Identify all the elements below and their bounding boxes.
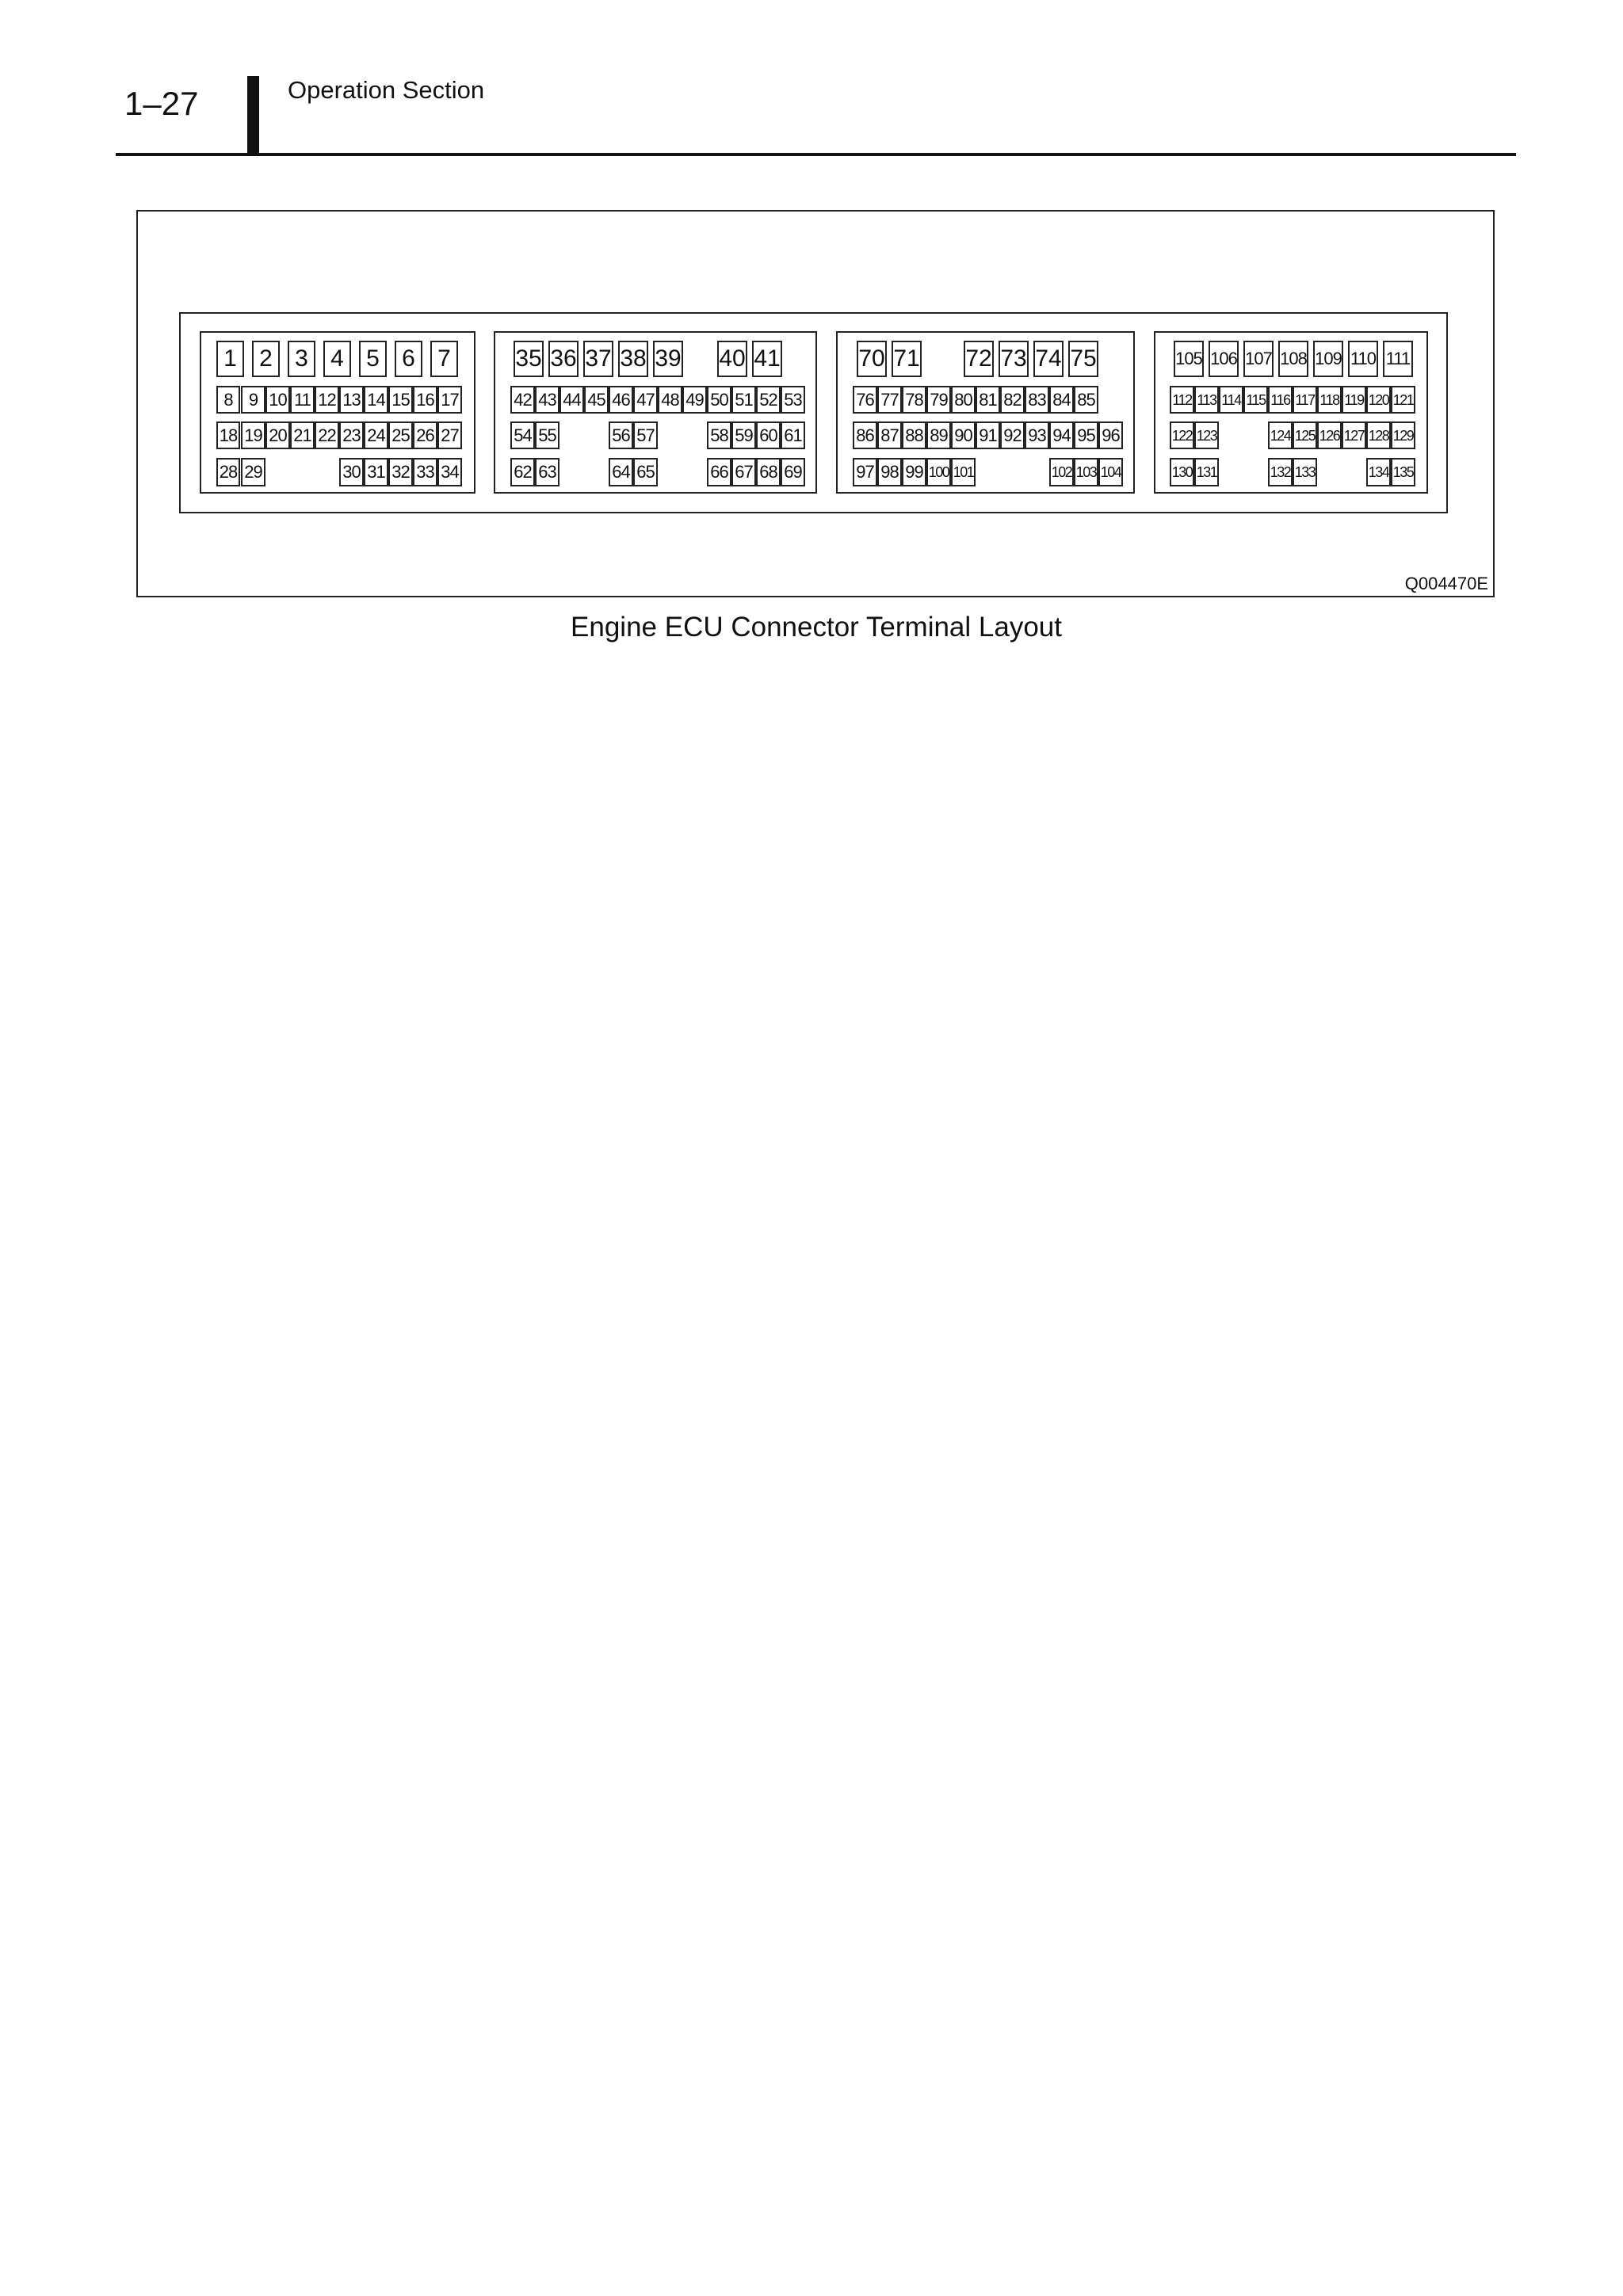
terminal-128: 128 (1366, 421, 1391, 449)
terminal-90: 90 (951, 421, 976, 449)
terminal-62: 62 (510, 458, 535, 486)
terminal-67: 67 (731, 458, 756, 486)
terminal-95: 95 (1074, 421, 1098, 449)
terminal-76: 76 (853, 386, 877, 414)
terminal-32: 32 (388, 458, 413, 486)
terminal-124: 124 (1268, 421, 1293, 449)
terminal-117: 117 (1293, 386, 1317, 414)
header-rule (116, 153, 1516, 156)
terminal-21: 21 (290, 421, 315, 449)
terminal-48: 48 (658, 386, 682, 414)
terminal-27: 27 (437, 421, 462, 449)
terminal-49: 49 (682, 386, 707, 414)
terminal-125: 125 (1293, 421, 1317, 449)
terminal-58: 58 (707, 421, 731, 449)
terminal-8: 8 (216, 386, 240, 414)
terminal-82: 82 (1000, 386, 1025, 414)
terminal-7: 7 (430, 341, 458, 377)
terminal-61: 61 (781, 421, 805, 449)
terminal-93: 93 (1025, 421, 1049, 449)
terminal-40: 40 (717, 341, 747, 377)
terminal-111: 111 (1383, 341, 1413, 377)
terminal-96: 96 (1098, 421, 1123, 449)
terminal-55: 55 (535, 421, 559, 449)
terminal-85: 85 (1074, 386, 1098, 414)
terminal-52: 52 (756, 386, 781, 414)
terminal-60: 60 (756, 421, 781, 449)
terminal-56: 56 (609, 421, 633, 449)
terminal-87: 87 (877, 421, 902, 449)
header-bar (247, 76, 259, 155)
terminal-74: 74 (1033, 341, 1064, 377)
terminal-131: 131 (1194, 458, 1219, 486)
terminal-29: 29 (241, 458, 265, 486)
terminal-86: 86 (853, 421, 877, 449)
terminal-114: 114 (1219, 386, 1243, 414)
terminal-94: 94 (1049, 421, 1074, 449)
terminal-30: 30 (339, 458, 364, 486)
terminal-119: 119 (1342, 386, 1366, 414)
terminal-105: 105 (1174, 341, 1204, 377)
terminal-9: 9 (241, 386, 265, 414)
terminal-79: 79 (926, 386, 951, 414)
terminal-63: 63 (535, 458, 559, 486)
terminal-91: 91 (976, 421, 1000, 449)
terminal-26: 26 (413, 421, 437, 449)
terminal-38: 38 (618, 341, 648, 377)
section-title: Operation Section (288, 76, 485, 104)
terminal-129: 129 (1391, 421, 1415, 449)
terminal-73: 73 (999, 341, 1029, 377)
terminal-18: 18 (216, 421, 240, 449)
terminal-53: 53 (781, 386, 805, 414)
figure-caption: Engine ECU Connector Terminal Layout (571, 612, 1062, 643)
terminal-4: 4 (323, 341, 351, 377)
terminal-46: 46 (609, 386, 633, 414)
terminal-101: 101 (951, 458, 976, 486)
terminal-15: 15 (388, 386, 413, 414)
terminal-104: 104 (1098, 458, 1123, 486)
terminal-64: 64 (609, 458, 633, 486)
terminal-66: 66 (707, 458, 731, 486)
terminal-28: 28 (216, 458, 240, 486)
terminal-75: 75 (1068, 341, 1098, 377)
terminal-110: 110 (1348, 341, 1378, 377)
terminal-102: 102 (1049, 458, 1074, 486)
terminal-107: 107 (1243, 341, 1274, 377)
terminal-54: 54 (510, 421, 535, 449)
terminal-133: 133 (1293, 458, 1317, 486)
terminal-5: 5 (359, 341, 387, 377)
terminal-42: 42 (510, 386, 535, 414)
terminal-123: 123 (1194, 421, 1219, 449)
terminal-134: 134 (1366, 458, 1391, 486)
terminal-92: 92 (1000, 421, 1025, 449)
terminal-43: 43 (535, 386, 559, 414)
terminal-116: 116 (1268, 386, 1293, 414)
terminal-36: 36 (548, 341, 579, 377)
terminal-97: 97 (853, 458, 877, 486)
terminal-103: 103 (1074, 458, 1098, 486)
terminal-115: 115 (1243, 386, 1268, 414)
terminal-113: 113 (1194, 386, 1219, 414)
terminal-20: 20 (265, 421, 290, 449)
terminal-17: 17 (437, 386, 462, 414)
terminal-57: 57 (633, 421, 658, 449)
terminal-37: 37 (583, 341, 613, 377)
terminal-35: 35 (514, 341, 544, 377)
terminal-65: 65 (633, 458, 658, 486)
terminal-135: 135 (1391, 458, 1415, 486)
terminal-68: 68 (756, 458, 781, 486)
terminal-47: 47 (633, 386, 658, 414)
terminal-59: 59 (731, 421, 756, 449)
terminal-45: 45 (584, 386, 609, 414)
terminal-81: 81 (976, 386, 1000, 414)
terminal-118: 118 (1317, 386, 1342, 414)
terminal-1: 1 (216, 341, 244, 377)
terminal-72: 72 (964, 341, 994, 377)
terminal-2: 2 (252, 341, 280, 377)
terminal-126: 126 (1317, 421, 1342, 449)
terminal-23: 23 (339, 421, 364, 449)
terminal-106: 106 (1209, 341, 1239, 377)
terminal-34: 34 (437, 458, 462, 486)
terminal-108: 108 (1278, 341, 1308, 377)
terminal-51: 51 (731, 386, 756, 414)
terminal-13: 13 (339, 386, 364, 414)
terminal-84: 84 (1049, 386, 1074, 414)
figure-code: Q004470E (1404, 574, 1488, 593)
terminal-16: 16 (413, 386, 437, 414)
terminal-100: 100 (926, 458, 951, 486)
terminal-122: 122 (1170, 421, 1194, 449)
terminal-88: 88 (902, 421, 926, 449)
terminal-19: 19 (241, 421, 265, 449)
terminal-78: 78 (902, 386, 926, 414)
terminal-41: 41 (752, 341, 782, 377)
terminal-109: 109 (1313, 341, 1343, 377)
terminal-11: 11 (290, 386, 315, 414)
terminal-3: 3 (288, 341, 315, 377)
terminal-12: 12 (315, 386, 339, 414)
terminal-98: 98 (877, 458, 902, 486)
page-number: 1–27 (124, 85, 199, 122)
terminal-112: 112 (1170, 386, 1194, 414)
terminal-127: 127 (1342, 421, 1366, 449)
terminal-50: 50 (707, 386, 731, 414)
terminal-14: 14 (364, 386, 388, 414)
terminal-39: 39 (653, 341, 683, 377)
terminal-31: 31 (364, 458, 388, 486)
terminal-69: 69 (781, 458, 805, 486)
terminal-24: 24 (364, 421, 388, 449)
terminal-80: 80 (951, 386, 976, 414)
terminal-132: 132 (1268, 458, 1293, 486)
terminal-120: 120 (1366, 386, 1391, 414)
terminal-70: 70 (857, 341, 887, 377)
terminal-44: 44 (559, 386, 584, 414)
terminal-83: 83 (1025, 386, 1049, 414)
terminal-25: 25 (388, 421, 413, 449)
terminal-130: 130 (1170, 458, 1194, 486)
terminal-22: 22 (315, 421, 339, 449)
terminal-121: 121 (1391, 386, 1415, 414)
terminal-89: 89 (926, 421, 951, 449)
terminal-99: 99 (902, 458, 926, 486)
terminal-33: 33 (413, 458, 437, 486)
terminal-71: 71 (892, 341, 922, 377)
terminal-77: 77 (877, 386, 902, 414)
terminal-10: 10 (265, 386, 290, 414)
terminal-6: 6 (395, 341, 422, 377)
